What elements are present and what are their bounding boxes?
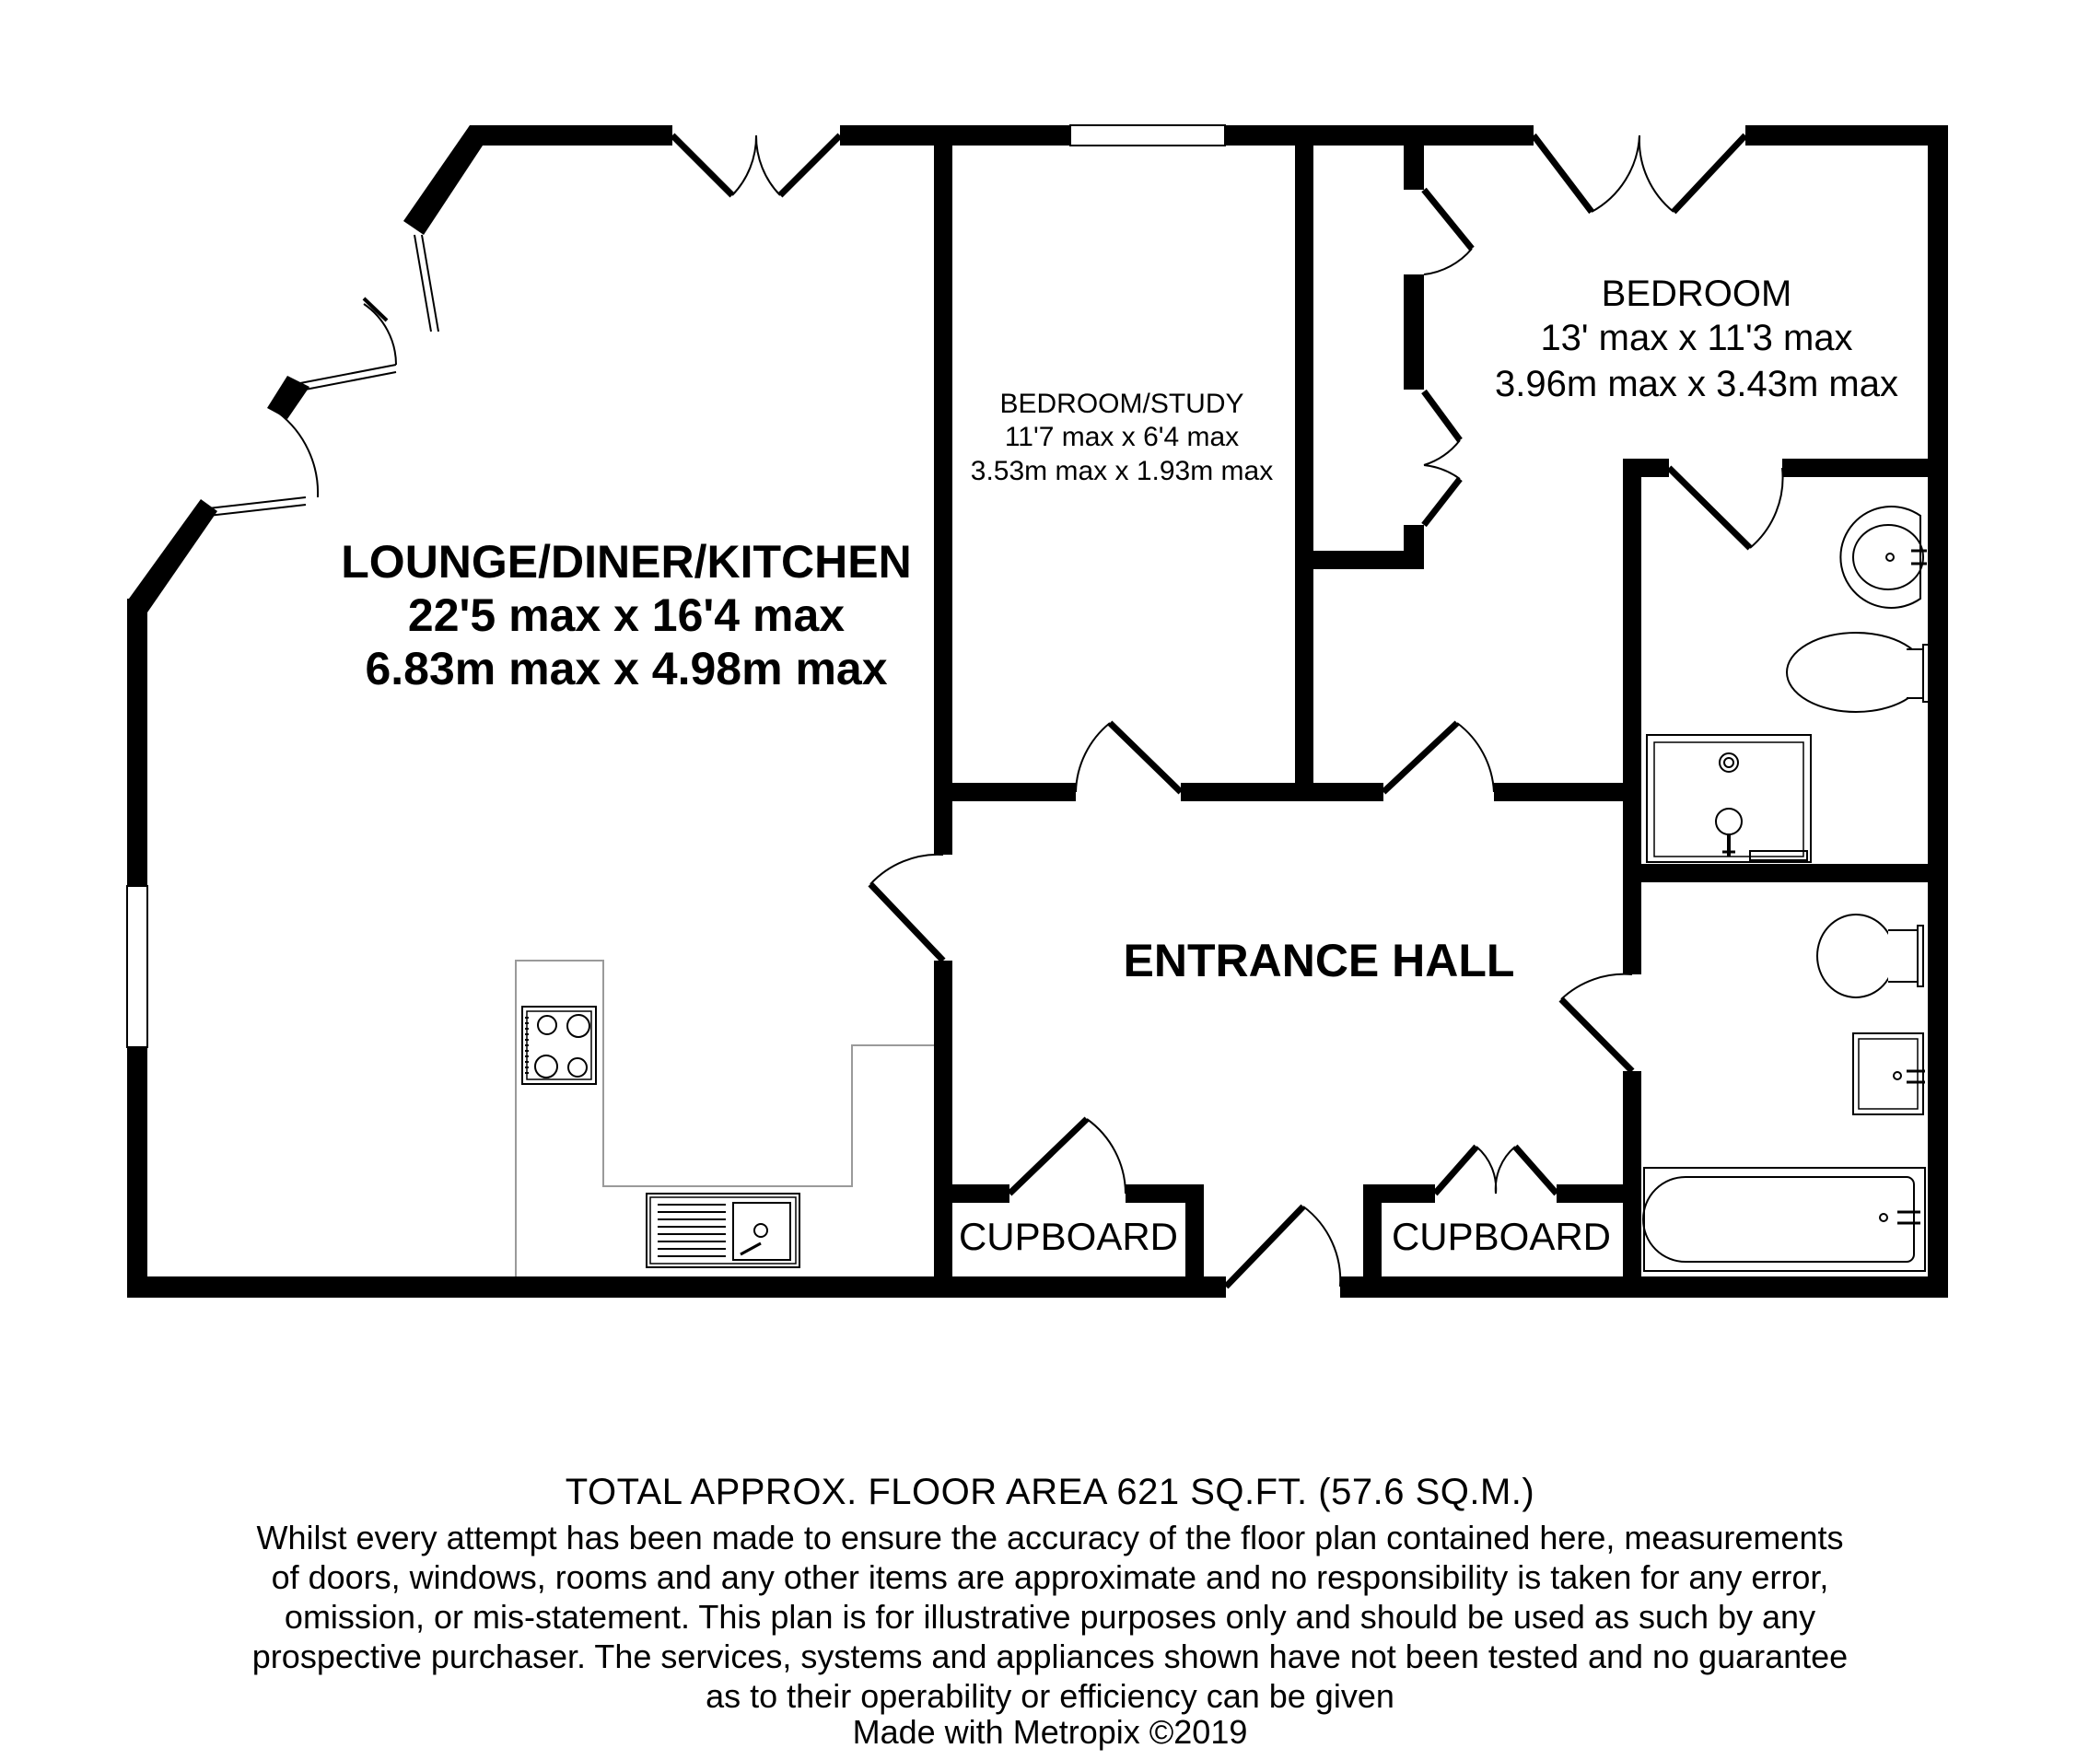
french-doors-bedroom [1534,135,1745,212]
wardrobe-wall-top [1404,146,1424,190]
ensuite-toilet [1787,633,1929,712]
hall-top-wall-a [952,783,1076,801]
wardrobe-wall-base [1313,551,1424,569]
lounge-door [870,855,943,961]
lounge-name: LOUNGE/DINER/KITCHEN [341,536,912,588]
left-window [127,886,147,1047]
diag-wall-1 [403,125,486,235]
study-door [1076,723,1181,792]
total-floor-area: TOTAL APPROX. FLOOR AREA 621 SQ.FT. (57.6 SQ.M.) [565,1472,1535,1512]
angled-door-2 [278,413,318,497]
left-wall-upper [127,599,147,886]
ensuite-basin [1840,507,1927,608]
wardrobe-wall-mid [1404,274,1424,390]
bedroom-name: BEDROOM [1601,274,1792,314]
diag-wall-3 [129,499,217,612]
bottom-wall-right [1340,1276,1948,1298]
disclaimer-line: omission, or mis-statement. This plan is for illustrative purposes only and should be used as such by any [284,1598,1816,1636]
bath-left-wall-upper [1623,459,1641,974]
cupboard-left-door [1009,1119,1126,1194]
disclaimer-line: of doors, windows, rooms and any other items are approximate and no responsibility is taken for any error, [271,1558,1829,1596]
top-window [1070,125,1225,146]
disclaimer-line: prospective purchaser. The services, systems and appliances shown have not been tested and no guarantee [251,1638,1849,1675]
bathtub [1643,1168,1925,1271]
french-doors-lounge [672,135,840,195]
cupboard-right-top-a [1363,1184,1435,1203]
top-wall-mid2 [1225,125,1534,146]
hall-top-wall-c [1494,783,1623,801]
lounge-imperial: 22'5 max x 16'4 max [407,589,846,641]
top-wall-left [470,125,672,146]
bedroom-imperial: 13' max x 11'3 max [1540,318,1853,358]
bathroom-door [1561,974,1632,1071]
study-imperial: 11'7 max x 6'4 max [1004,422,1240,452]
study-metric: 3.53m max x 1.93m max [970,456,1274,486]
bedroom-door [1383,723,1494,792]
bathroom-basin [1853,1033,1925,1114]
right-wall [1928,125,1948,1298]
top-wall-mid [840,125,1070,146]
shower-tray [1647,735,1811,862]
lounge-divider-upper [934,146,952,855]
wardrobe-doors [1424,190,1472,525]
entrance-door [1226,1206,1340,1287]
ensuite-bath-divider [1623,864,1930,882]
ensuite [1647,507,1929,862]
lounge-metric: 6.83m max x 4.98m max [365,643,888,694]
study-divider [1295,146,1313,801]
bathroom-toilet [1817,915,1923,997]
cupboard-right-top-b [1557,1184,1623,1203]
doors [278,135,1783,1287]
ensuite-top-wall-b [1782,459,1930,477]
hall-name: ENTRANCE HALL [1123,935,1515,986]
study-name: BEDROOM/STUDY [999,389,1244,419]
ensuite-door [1669,468,1783,548]
angled-door-1 [364,298,396,365]
disclaimer [0,1518,2100,1716]
disclaimer-line: Whilst every attempt has been made to ensure the accuracy of the floor plan contained here, measurements [256,1519,1844,1556]
bath-left-wall-lower [1623,1071,1641,1276]
bedroom-metric: 3.96m max x 3.43m max [1495,364,1898,404]
cupboard-right-label: CUPBOARD [1391,1215,1612,1258]
bottom-wall-left [127,1276,1226,1298]
left-wall-lower [127,1047,147,1298]
cupboard-left-right [1185,1184,1204,1276]
cupboard-left-top-a [952,1184,1009,1203]
lounge-divider-lower [934,961,952,1276]
sink [647,1194,799,1267]
angled-windows [208,235,438,516]
hall-top-wall-b [1181,783,1383,801]
top-wall-right [1745,125,1948,146]
cupboard-right-door [1435,1147,1557,1194]
credit: Made with Metropix ©2019 [852,1713,1248,1751]
cupboard-left-label: CUPBOARD [958,1215,1179,1258]
kitchen [516,961,934,1276]
bathroom [1643,915,1925,1271]
hob [522,1007,596,1084]
disclaimer-line: as to their operability or efficiency can be given [706,1677,1394,1715]
